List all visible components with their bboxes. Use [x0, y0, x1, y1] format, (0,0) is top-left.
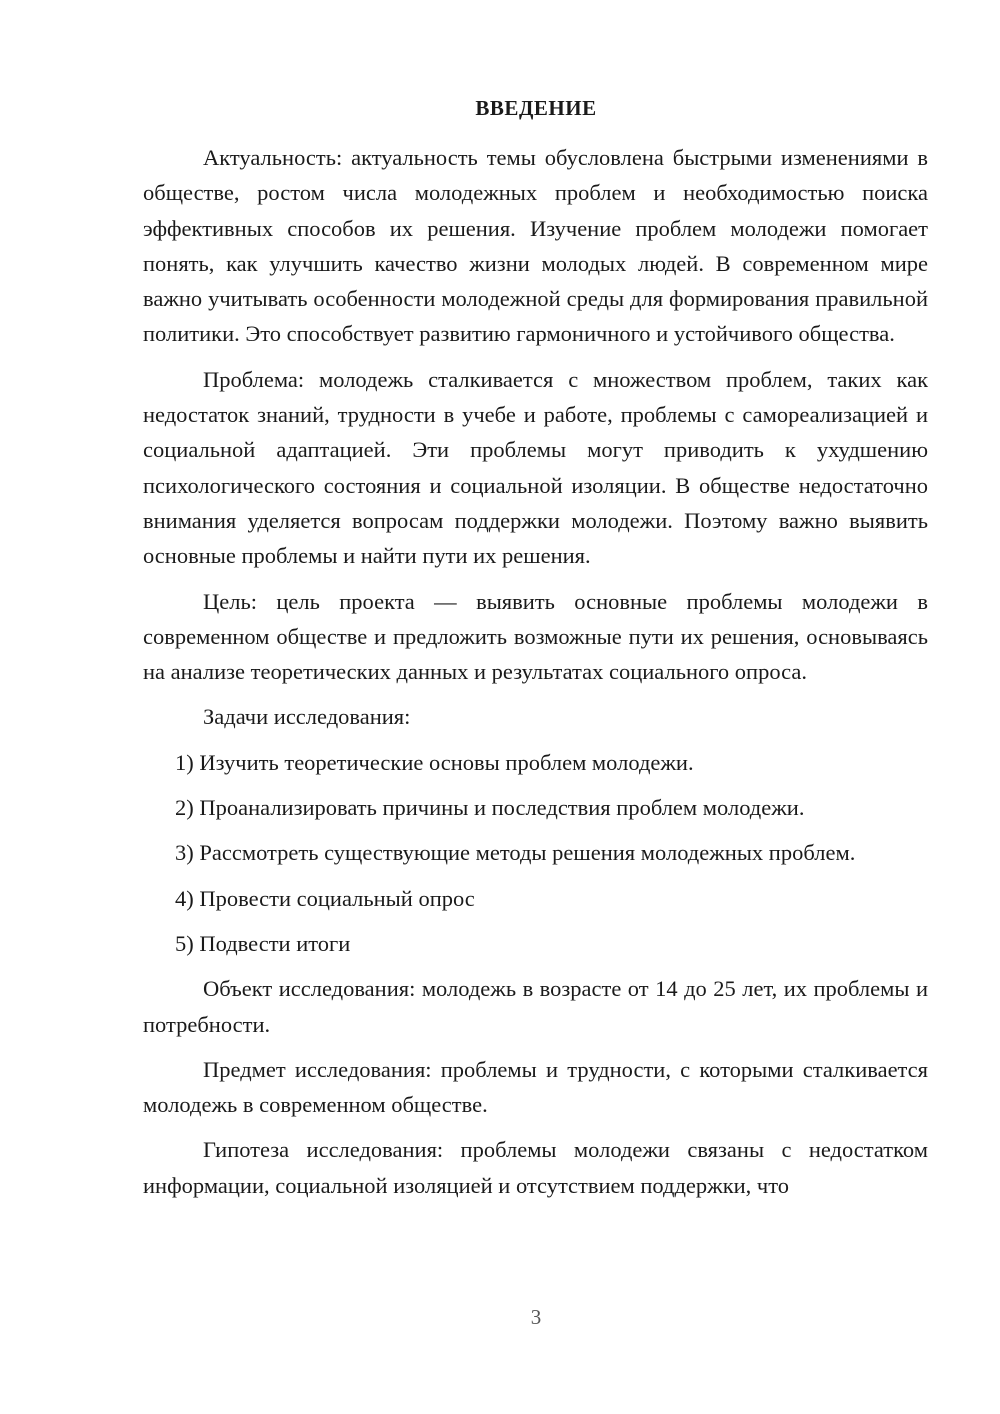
subject-paragraph: Предмет исследования: проблемы и трудности, с которыми сталкивается молодежь в современном обществе.: [143, 1056, 928, 1118]
list-item: 4) Провести социальный опрос: [175, 885, 475, 911]
document-body: [143, 140, 928, 1213]
object-paragraph: Объект исследования: молодежь в возрасте от 14 до 25 лет, их проблемы и потребности.: [143, 976, 928, 1037]
tasks-list: [143, 745, 928, 961]
list-item: 5) Подвести итоги: [175, 930, 351, 956]
list-item: 3) Рассмотреть существующие методы решения молодежных проблем.: [175, 840, 856, 866]
page-title: ВВЕДЕНИЕ: [475, 96, 597, 120]
list-item: 2) Проанализировать причины и последствия проблем молодежи.: [175, 795, 805, 821]
tasks-heading: Задачи исследования:: [203, 704, 411, 730]
list-item: 1) Изучить теоретические основы проблем молодежи.: [175, 749, 694, 775]
hypothesis-paragraph: Гипотеза исследования: проблемы молодежи связаны с недостатком информации, социальной изоляцией и отсутствием поддержки, что: [143, 1137, 928, 1198]
goal-paragraph: Цель: цель проекта — выявить основные проблемы молодежи в современном обществе и предложить возможные пути их решения, основываясь на анализе теоретических данных и результатах социального опроса.: [143, 588, 928, 685]
page-number: 3: [530, 1305, 542, 1329]
problem-paragraph: Проблема: молодежь сталкивается с множеством проблем, таких как недостаток знаний, трудности в учебе и работе, проблемы с самореализацией и социальной адаптацией. Эти проблемы могут приводить к ухудшению психологического состояния и социальной изоляции. В обществе недостаточно внимания уделяется вопросам поддержки молодежи. Поэтому важно выявить основные проблемы и найти пути их решения.: [143, 366, 928, 569]
relevance-paragraph: Актуальность: актуальность темы обусловлена быстрыми изменениями в обществе, ростом числа молодежных проблем и необходимостью поиска эффективных способов их решения. Изучение проблем молодежи помогает понять, как улучшить качество жизни молодых людей. В современном мире важно учитывать особенности молодежной среды для формирования правильной политики. Это способствует развитию гармоничного и устойчивого общества.: [143, 145, 928, 347]
